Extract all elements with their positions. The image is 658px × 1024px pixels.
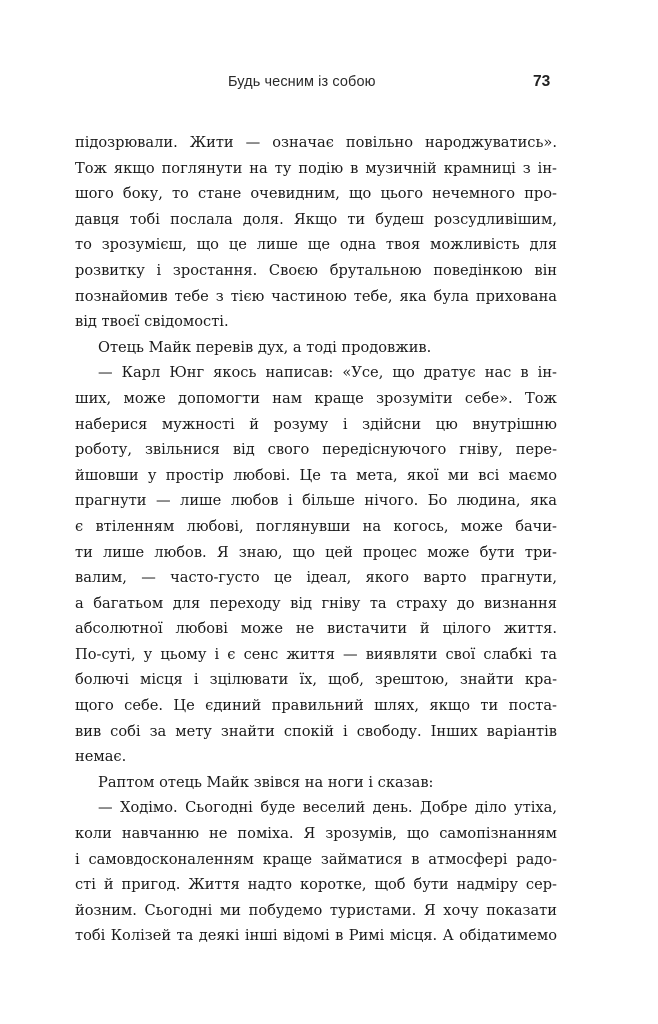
text-line: розвитку і зростання. Своєю брутальною поведінкою він (75, 261, 557, 279)
text-line: є втіленням любові, поглянувши на когось, може бачи- (75, 517, 557, 535)
text-line: ти лише любов. Я знаю, що цей процес може бути три- (75, 543, 557, 561)
text-line: тобі Колізей та деякі інші відомі в Римі місця. А обідатимемо (75, 927, 557, 945)
text-line: Тож якщо поглянути на ту подію в музичній крамниці з ін- (75, 159, 557, 177)
text-line: а багатьом для переходу від гніву та страху до визнання (75, 594, 557, 612)
text-line: ших, може допомогти нам краще зрозуміти себе». Тож (75, 389, 557, 407)
text-line: щого себе. Це єдиний правильний шлях, якщо ти поста- (75, 697, 557, 715)
text-line: Раптом отець Майк звівся на ноги і сказав: (98, 773, 434, 791)
running-head: Будь чесним із собою (228, 74, 376, 90)
text-line: і самовдосконаленням краще займатися в атмосфері радо- (75, 850, 557, 868)
text-line: шого боку, то стане очевидним, що цього нечемного про- (75, 185, 557, 203)
text-line: давця тобі послала доля. Якщо ти будеш розсудливішим, (75, 210, 557, 228)
text-line: йозним. Сьогодні ми побудемо туристами. Я хочу показати (75, 901, 557, 919)
text-line: сті й пригод. Життя надто коротке, щоб бути надміру сер- (75, 876, 557, 894)
body-text (75, 130, 557, 949)
text-line: наберися мужності й розуму і здійсни цю внутрішню (75, 415, 557, 433)
page-header (0, 74, 658, 98)
text-line: коли навчанню не поміха. Я зрозумів, що самопізнанням (75, 825, 557, 843)
text-line: немає. (75, 748, 127, 766)
text-line: то зрозумієш, що це лише ще одна твоя можливість для (75, 236, 557, 254)
text-line: — Ходімо. Сьогодні буде веселий день. Добре діло утіха, (98, 799, 557, 817)
text-line: від твоєї свідомості. (75, 313, 229, 331)
page-number: 73 (533, 73, 551, 90)
text-line: вив собі за мету знайти спокій і свободу. Інших варіантів (75, 722, 557, 740)
text-line: болючі місця і зцілювати їх, щоб, зрештою, знайти кра- (75, 671, 557, 689)
text-line: прагнути — лише любов і більше нічого. Бо людина, яка (75, 492, 557, 510)
text-line: — Карл Юнг якось написав: «Усе, що дратує нас в ін- (98, 364, 557, 382)
text-line: валим, — часто-густо це ідеал, якого варто прагнути, (75, 569, 557, 587)
text-line: йшовши у простір любові. Це та мета, якої ми всі маємо (75, 466, 557, 484)
text-line: абсолютної любові може не вистачити й цілого життя. (75, 620, 557, 638)
text-line: підозрювали. Жити — означає повільно народжуватись». (75, 134, 557, 151)
text-line: Отець Майк перевів дух, а тоді продовжив. (98, 338, 432, 356)
text-line: роботу, звільнися від свого передіснуючого гніву, пере- (75, 441, 557, 459)
text-line: По-суті, у цьому і є сенс життя — виявляти свої слабкі та (75, 645, 557, 663)
text-line: познайомив тебе з тією частиною тебе, яка була прихована (75, 287, 557, 305)
